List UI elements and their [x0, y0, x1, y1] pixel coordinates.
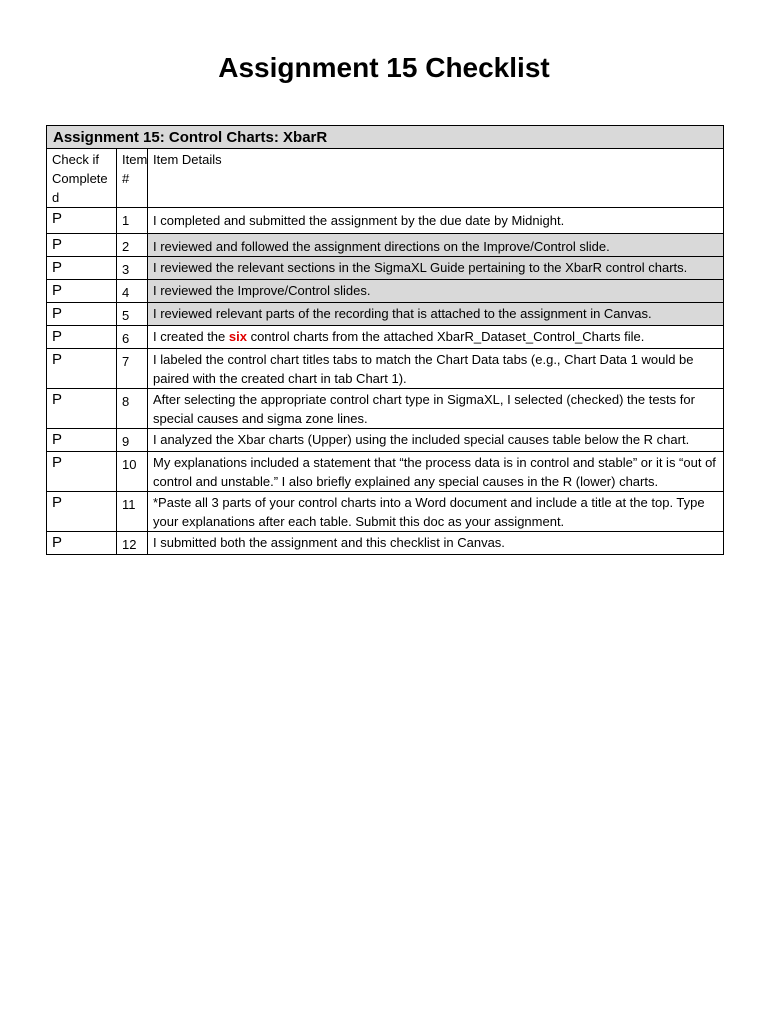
table-row — [47, 452, 724, 492]
table-row — [47, 257, 724, 280]
check-mark: P — [47, 257, 117, 280]
item-number: 2 — [117, 234, 148, 257]
table-row — [47, 492, 724, 532]
check-mark: P — [47, 532, 117, 555]
table-row — [47, 280, 724, 303]
table-row — [47, 349, 724, 389]
check-mark: P — [47, 303, 117, 326]
checklist-table — [46, 125, 724, 555]
item-number: 4 — [117, 280, 148, 303]
item-details-text: I created the — [153, 329, 229, 344]
item-number: 9 — [117, 429, 148, 452]
table-row — [47, 208, 724, 234]
item-details: After selecting the appropriate control chart type in SigmaXL, I selected (checked) the tests for special causes and sigma zone lines. — [148, 389, 724, 429]
check-mark: P — [47, 349, 117, 389]
table-header-row — [47, 149, 724, 208]
table-row — [47, 532, 724, 555]
item-details: I analyzed the Xbar charts (Upper) using the included special causes table below the R chart. — [148, 429, 724, 452]
item-details-text: control charts from the attached XbarR_Dataset_Control_Charts file. — [246, 329, 645, 344]
item-number: 3 — [117, 257, 148, 280]
item-details: I submitted both the assignment and this checklist in Canvas. — [148, 532, 724, 555]
check-mark: P — [47, 389, 117, 429]
item-details: I completed and submitted the assignment by the due date by Midnight. — [148, 208, 724, 234]
item-details: I reviewed and followed the assignment directions on the Improve/Control slide. — [148, 234, 724, 257]
table-caption: Assignment 15: Control Charts: XbarR — [47, 126, 724, 149]
table-caption-row — [47, 126, 724, 149]
item-number: 6 — [117, 326, 148, 349]
check-mark: P — [47, 492, 117, 532]
item-details: I reviewed the relevant sections in the SigmaXL Guide pertaining to the XbarR control charts. — [148, 257, 724, 280]
table-row — [47, 429, 724, 452]
table-row — [47, 389, 724, 429]
item-details: I reviewed the Improve/Control slides. — [148, 280, 724, 303]
check-mark: P — [47, 234, 117, 257]
item-details: I reviewed relevant parts of the recording that is attached to the assignment in Canvas. — [148, 303, 724, 326]
check-mark: P — [47, 452, 117, 492]
item-number: 11 — [117, 492, 148, 532]
check-mark: P — [47, 429, 117, 452]
item-number: 12 — [117, 532, 148, 555]
item-number: 7 — [117, 349, 148, 389]
table-row — [47, 303, 724, 326]
item-number: 10 — [117, 452, 148, 492]
item-details — [148, 326, 724, 349]
header-check: Check if Complete d — [47, 149, 117, 208]
item-details: My explanations included a statement that “the process data is in control and stable” or it is “out of control and unstable.” I also briefly explained any special causes in the R (lower) charts. — [148, 452, 724, 492]
highlighted-word: six — [228, 329, 247, 344]
item-details: I labeled the control chart titles tabs to match the Chart Data tabs (e.g., Chart Data 1 would be paired with the created chart in tab Chart 1). — [148, 349, 724, 389]
check-mark: P — [47, 326, 117, 349]
page-title: Assignment 15 Checklist — [218, 52, 550, 83]
item-number: 5 — [117, 303, 148, 326]
item-number: 1 — [117, 208, 148, 234]
item-details: *Paste all 3 parts of your control charts into a Word document and include a title at the top. Type your explanations after each table. Submit this doc as your assignment. — [148, 492, 724, 532]
check-mark: P — [47, 280, 117, 303]
header-item-details: Item Details — [148, 149, 724, 208]
table-row — [47, 326, 724, 349]
check-mark: P — [47, 208, 117, 234]
header-item-number: Item # — [117, 149, 148, 208]
table-row — [47, 234, 724, 257]
item-number: 8 — [117, 389, 148, 429]
